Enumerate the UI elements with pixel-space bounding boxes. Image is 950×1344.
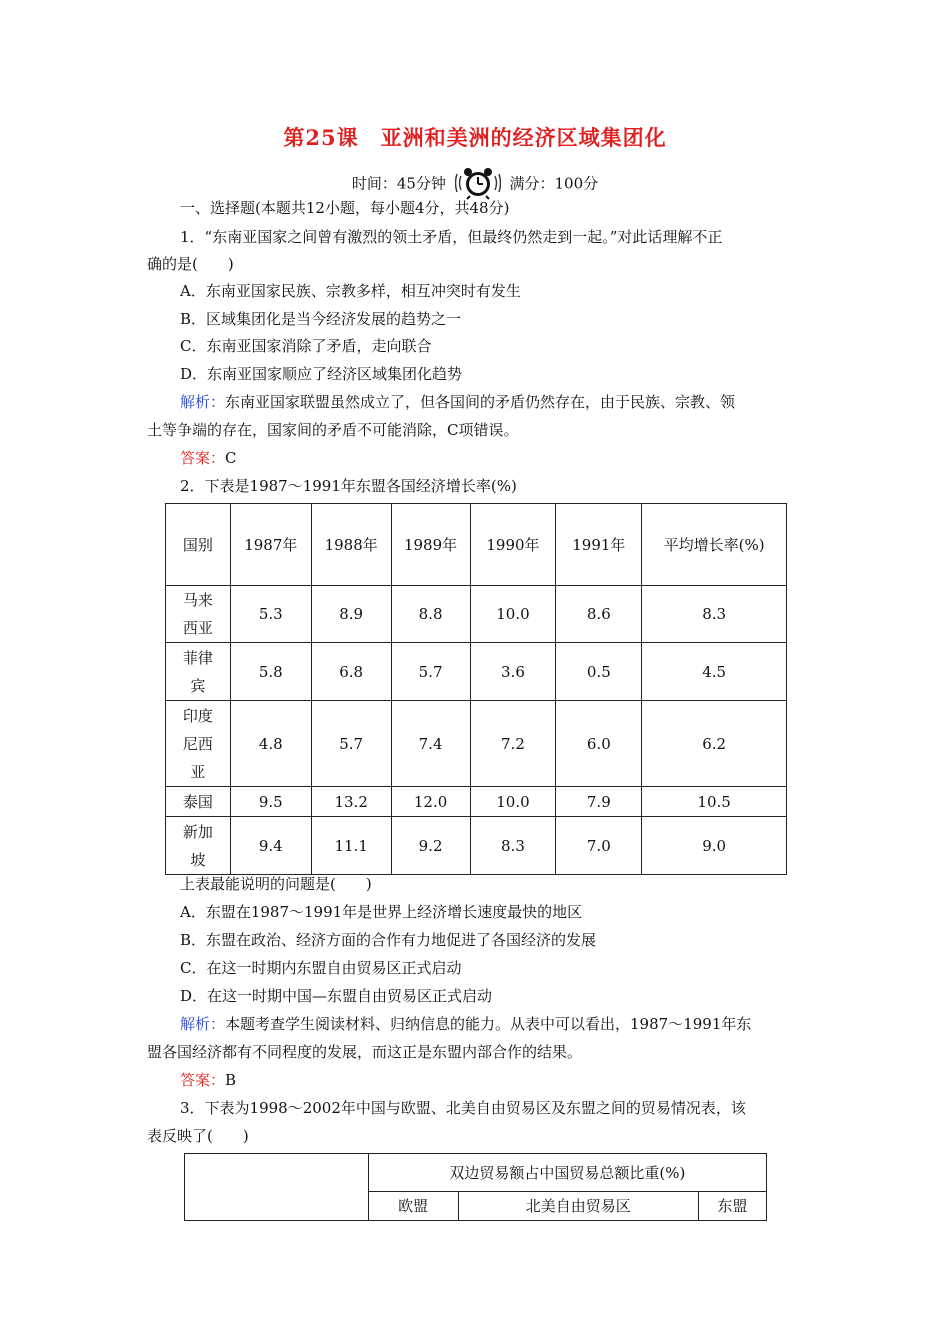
country-name-cell: [166, 787, 231, 817]
trade-share-table: [184, 1153, 767, 1221]
growth-value-cell: 7.4: [391, 701, 470, 787]
q1-analysis-line1: [180, 392, 735, 412]
page-title: [0, 122, 950, 152]
growth-value-cell: 9.0: [642, 817, 787, 875]
lesson-topic: 亚洲和美洲的经济区域集团化: [380, 125, 667, 150]
q1-option-a: A．东南亚国家民族、宗教多样，相互冲突时有发生: [180, 282, 521, 300]
growth-value-cell: 9.2: [391, 817, 470, 875]
growth-value-cell: 9.4: [230, 817, 311, 875]
growth-value-cell: 8.3: [642, 586, 787, 643]
q2-option-c: C．在这一时期内东盟自由贸易区正式启动: [180, 959, 462, 977]
country-name-part: 马来: [182, 591, 213, 609]
country-name-cell: [166, 586, 231, 643]
growth-value-cell: 4.5: [642, 643, 787, 701]
country-name-part: 印度: [182, 706, 213, 725]
q1-analysis-line2: 土等争端的存在，国家间的矛盾不可能消除，C项错误。: [147, 421, 519, 439]
table-header-cell: 1989年: [391, 504, 470, 586]
growth-value-cell: 13.2: [311, 787, 391, 817]
table-header-cell: 平均增长率(%): [642, 504, 787, 586]
table-row: [166, 586, 787, 643]
q2-analysis-line2: 盟各国经济都有不同程度的发展，而这正是东盟内部合作的结果。: [147, 1043, 583, 1061]
q2-option-b: B．东盟在政治、经济方面的合作有力地促进了各国经济的发展: [180, 931, 597, 949]
country-name-part: 西亚: [182, 619, 213, 637]
full-score: 满分：100分: [509, 174, 599, 193]
growth-value-cell: 10.0: [470, 586, 556, 643]
country-name-cell: [166, 643, 231, 701]
country-name-part: 菲律: [182, 648, 213, 667]
country-name-part: 亚: [190, 762, 206, 781]
lesson-number: 第25课: [283, 125, 359, 150]
q3-stem-line2: 表反映了( ): [147, 1127, 249, 1145]
table-header-row: [166, 504, 787, 586]
table-row: [166, 817, 787, 875]
table-corner-cell: [185, 1154, 369, 1221]
answer-value: B: [225, 1071, 237, 1089]
growth-value-cell: 6.2: [642, 701, 787, 787]
analysis-label: 解析：: [180, 1015, 226, 1033]
answer-value: C: [225, 449, 237, 467]
table-header-cell: 国别: [166, 504, 231, 586]
q1-stem-line1: 1．“东南亚国家之间曾有激烈的领土矛盾，但最终仍然走到一起。”对此话理解不正: [180, 228, 723, 246]
country-name-part: 新加: [182, 822, 213, 841]
q2-option-d: D．在这一时期中国—东盟自由贸易区正式启动: [180, 987, 493, 1005]
country-name-cell: [166, 701, 231, 787]
alarm-clock-icon: [455, 166, 501, 200]
growth-value-cell: 3.6: [470, 643, 556, 701]
growth-value-cell: 8.9: [311, 586, 391, 643]
q2-analysis-line1: [180, 1014, 751, 1034]
answer-label: 答案：: [180, 1071, 226, 1089]
growth-value-cell: 9.5: [230, 787, 311, 817]
growth-value-cell: 8.3: [470, 817, 556, 875]
analysis-text: 本题考查学生阅读材料、归纳信息的能力。从表中可以看出，1987～1991年东: [225, 1015, 752, 1033]
q1-option-b: B．区域集团化是当今经济发展的趋势之一: [180, 310, 462, 328]
table-group-header: 双边贸易额占中国贸易总额比重(%): [368, 1154, 766, 1192]
answer-label: 答案：: [180, 449, 226, 467]
table-row: [166, 787, 787, 817]
q1-option-c: C．东南亚国家消除了矛盾，走向联合: [180, 337, 432, 355]
growth-value-cell: 6.8: [311, 643, 391, 701]
growth-value-cell: 4.8: [230, 701, 311, 787]
table-header-cell: 东盟: [699, 1192, 767, 1221]
q2-question: 上表最能说明的问题是( ): [180, 875, 372, 893]
growth-value-cell: 7.2: [470, 701, 556, 787]
table-header-cell: 1988年: [311, 504, 391, 586]
growth-value-cell: 8.8: [391, 586, 470, 643]
q2-answer: [180, 1070, 236, 1090]
q1-option-d: D．东南亚国家顺应了经济区域集团化趋势: [180, 365, 463, 383]
country-name-part: 宾: [190, 676, 206, 695]
table-header-cell: 1987年: [230, 504, 311, 586]
growth-value-cell: 5.7: [311, 701, 391, 787]
growth-value-cell: 7.9: [556, 787, 642, 817]
growth-value-cell: 12.0: [391, 787, 470, 817]
growth-value-cell: 10.5: [642, 787, 787, 817]
growth-value-cell: 5.8: [230, 643, 311, 701]
exam-meta: [0, 166, 950, 200]
country-name-cell: [166, 817, 231, 875]
q1-answer: [180, 448, 237, 468]
table-row: [166, 643, 787, 701]
growth-rate-table: [165, 503, 787, 875]
country-name-part: 尼西: [182, 734, 213, 753]
time-limit: 时间：45分钟: [351, 174, 446, 193]
country-name-part: 坡: [190, 850, 206, 869]
analysis-text: 东南亚国家联盟虽然成立了，但各国间的矛盾仍然存在，由于民族、宗教、领: [225, 393, 736, 411]
country-name-part: 泰国: [182, 792, 213, 811]
growth-value-cell: 6.0: [556, 701, 642, 787]
q1-stem-line2: 确的是( ): [147, 255, 234, 273]
growth-value-cell: 8.6: [556, 586, 642, 643]
q2-option-a: A．东盟在1987～1991年是世界上经济增长速度最快的地区: [180, 903, 583, 921]
growth-value-cell: 0.5: [556, 643, 642, 701]
table-header-cell: 北美自由贸易区: [458, 1192, 699, 1221]
analysis-label: 解析：: [180, 393, 226, 411]
growth-value-cell: 5.3: [230, 586, 311, 643]
table-header-cell: 欧盟: [368, 1192, 458, 1221]
growth-value-cell: 10.0: [470, 787, 556, 817]
q3-stem-line1: 3．下表为1998～2002年中国与欧盟、北美自由贸易区及东盟之间的贸易情况表，该: [180, 1099, 746, 1117]
q2-stem: 2．下表是1987～1991年东盟各国经济增长率(%): [180, 477, 517, 495]
table-header-cell: 1991年: [556, 504, 642, 586]
growth-value-cell: 11.1: [311, 817, 391, 875]
section-heading: 一、选择题(本题共12小题，每小题4分，共48分): [180, 199, 510, 217]
table-header-cell: 1990年: [470, 504, 556, 586]
growth-value-cell: 7.0: [556, 817, 642, 875]
growth-value-cell: 5.7: [391, 643, 470, 701]
table-row: [166, 701, 787, 787]
